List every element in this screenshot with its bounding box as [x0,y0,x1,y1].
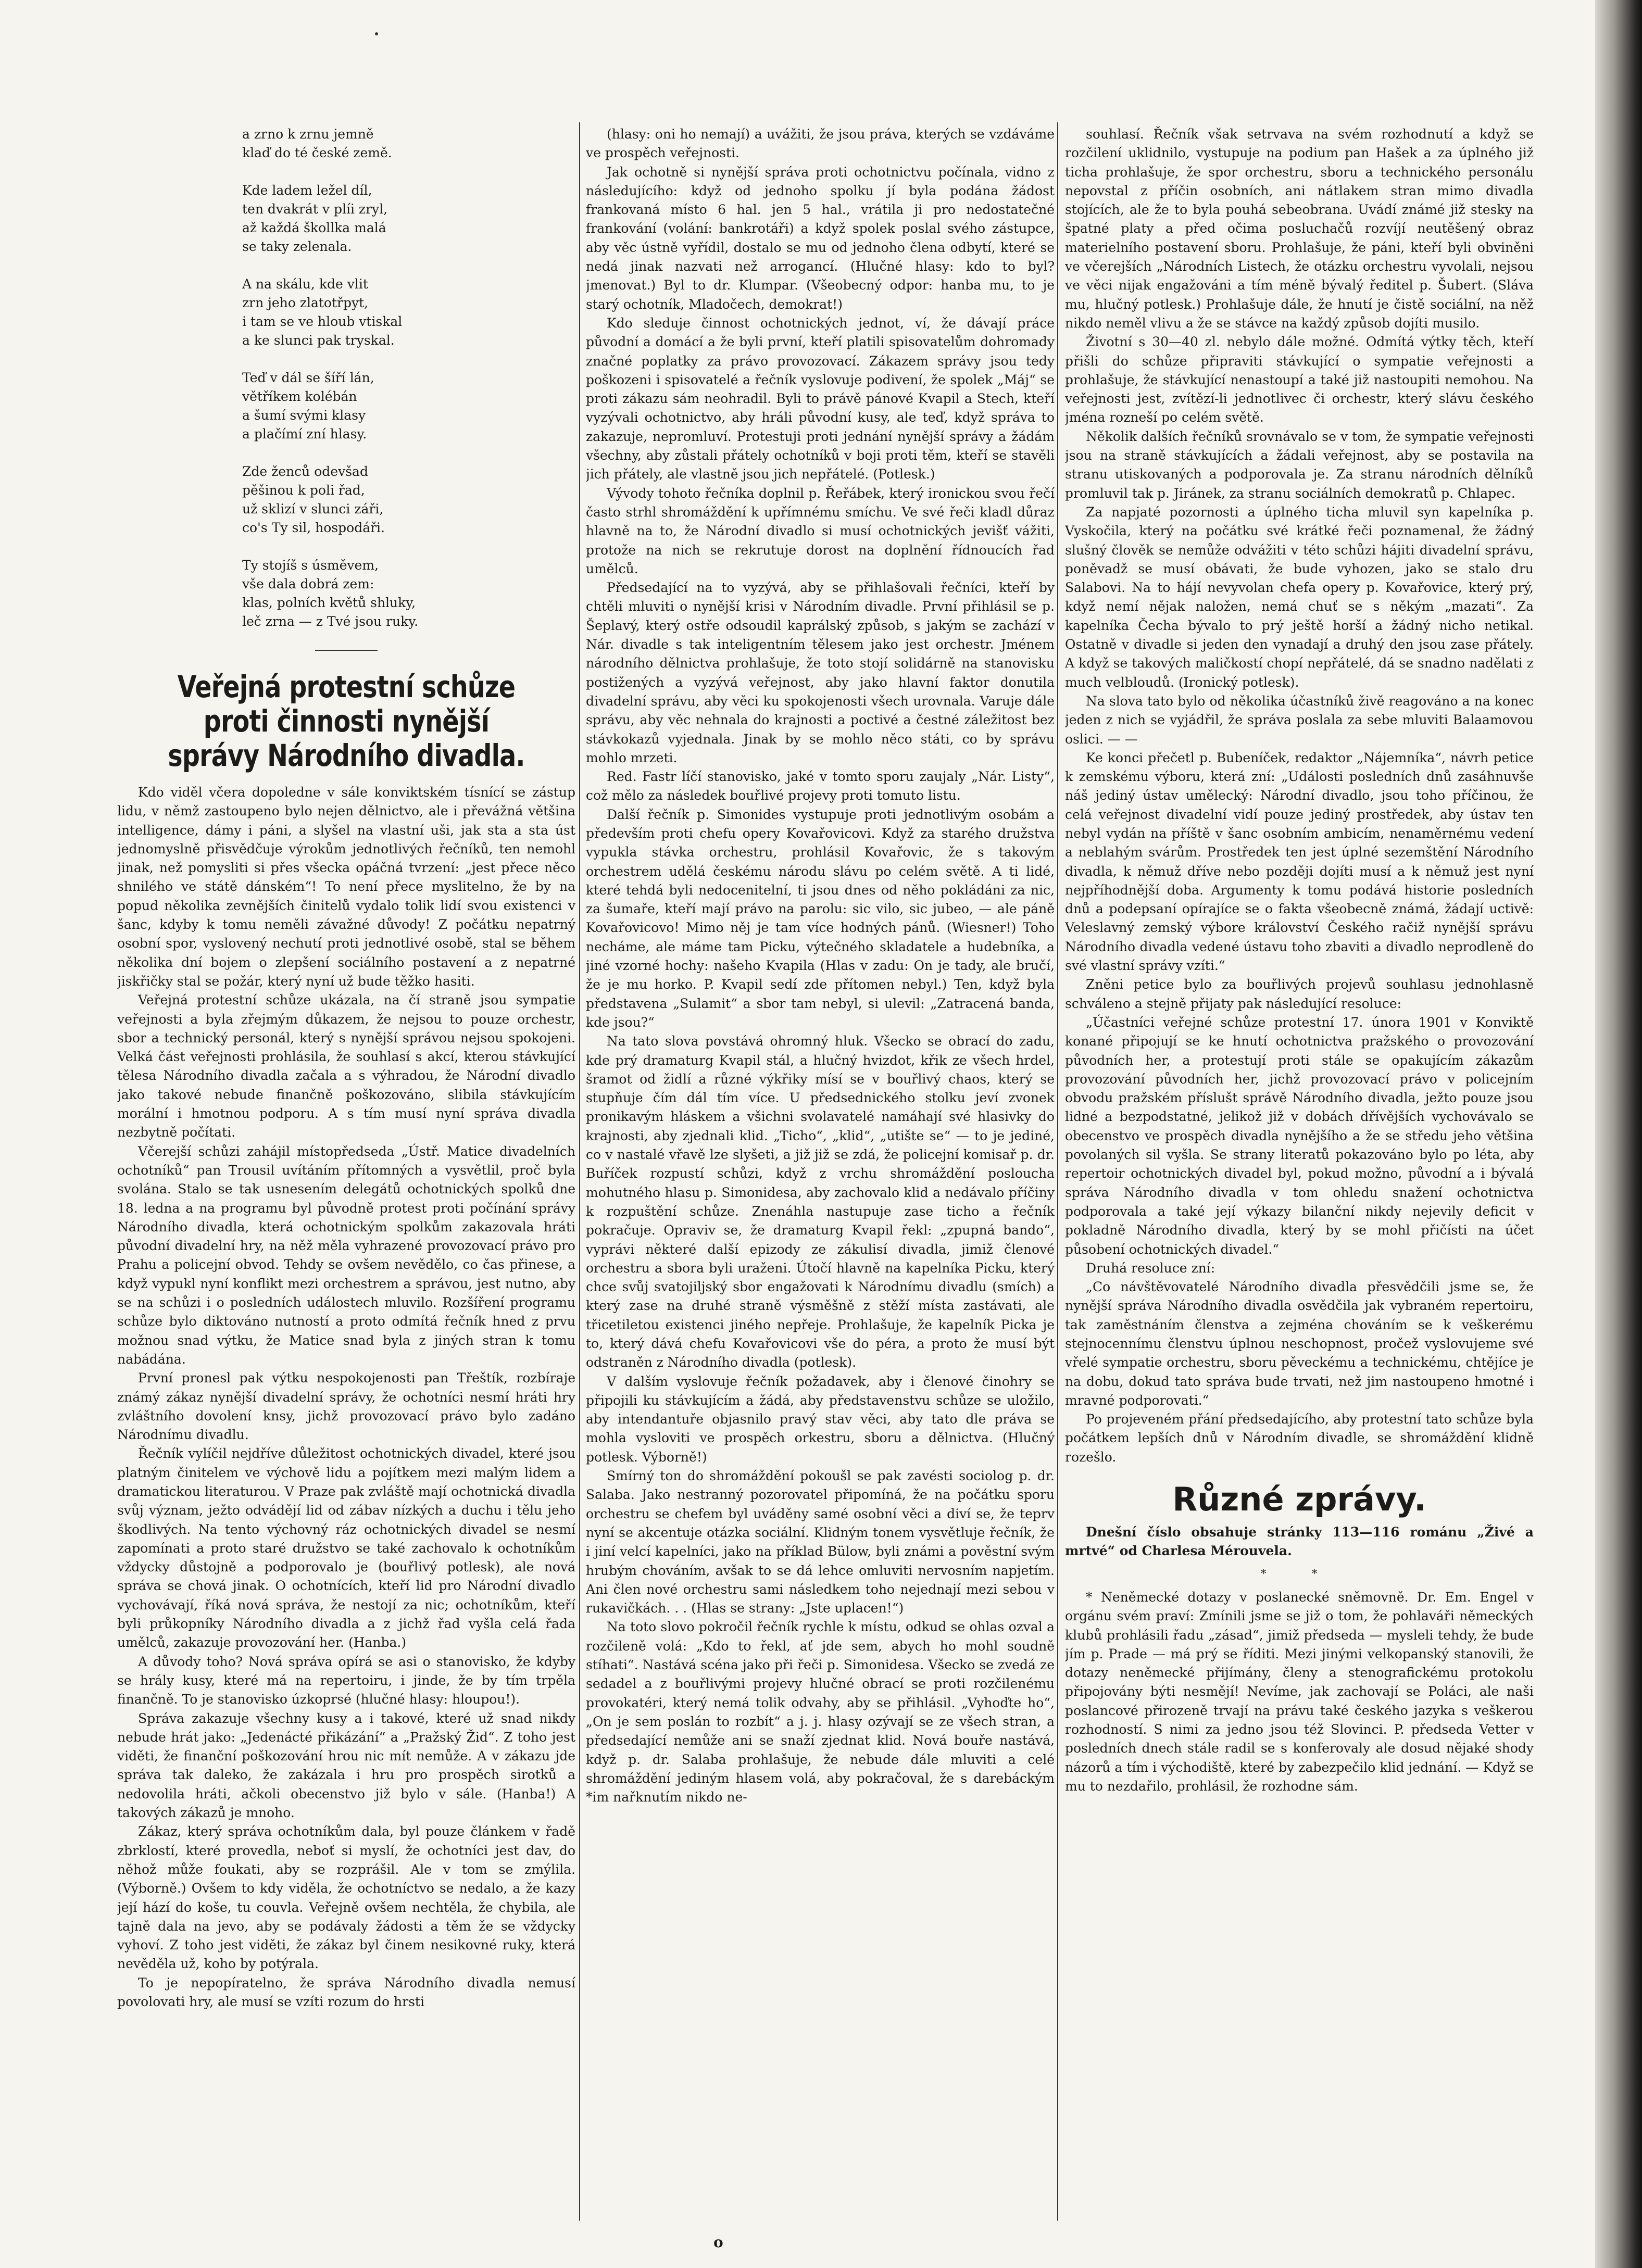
poem-stanza [242,462,575,537]
column-rule [1057,122,1058,2221]
paragraph: Řečník vylíčil nejdříve důležitost ochotnických divadel, které jsou platným činitelem ve výchově lidu a pojítkem mezi malým lidem a dramatickou literaturou. V Praze pak zvláště mají ochotnická divadla svůj význam, ježto odvádějí lid od zábav nízkých a duchu i tělu jeho škodlivých. Na tento výchovný ráz ochotnických divadel se nesmí zapomínati a proto staré družstvo se také zachovalo k ochotníkům vždycky důstojně a podporovalo je (bouřlivý potlesk), ale nová správa se chová jinak. O ochotnících, kteří lid pro Národní divadlo vychovávají, říká nová správa, že nestojí za nic; ochotníkům, kteří byli průkopníky Národního divadla a z jichž řad vyšla celá řada umělců, zakazuje provozování her. (Hanba.) [117,1446,575,1650]
paragraph: Za napjaté pozornosti a úplného ticha mluvil syn kapelníka p. Vyskočila, který na počátku své krátké řeči poznamenal, že žádný slušný člověk se nemůže odvážiti v této schůzi hájiti divadelní správu, poněvadž se musí obávati, že bude vyhozen, jako se stalo dru Salabovi. Na to hájí nevyvolan chefa opery p. Kovařovice, který prý, když nemí nějak naložen, nemá chuť se s někým „mazati“. Za kapelníka Čecha bývalo to prý ještě horší a žádný nicho netikal. Ostatně v divadle si jeden den vynadají a druhý den jsou zase přátely. A když se takových maličkostí chopí nepřátelé, dá se snadno nadělati z much velbloudů. (Ironický potlesk). [1065,504,1534,690]
article-conclusion [1065,125,1534,1467]
paragraph: Na slova tato bylo od několika účastníků živě reagováno a na konec jeden z nich se vyjádřil, že správa poslala za sebe mluviti Balaamovou oslici. — — [1065,693,1534,747]
ornament-stars: * * [1260,1567,1338,1581]
poem-line: až každá škollka malá [242,220,386,235]
section-heading: Různé zprávy. [1172,1480,1426,1519]
poem-line: už sklizí v slunci záři, [242,501,384,516]
column-1 [117,125,575,2208]
paragraph: souhlasí. Řečník však setrvava na svém rozhodnutí a když se rozčilení uklidnilo, vystupuje na podium pan Hašek a za úplného již ticha prohlašuje, že spor orchestru, sboru a technického personálu nepovstal z příčin osobních, ani nátlakem stran mimo divadla stojících, ale že to byla pouhá sebeobrana. Uvádí známé již stesky na špatné platy a před očima posluchačů rozvíjí neutěšený obraz materielního postavení sboru. Prohlašuje, že páni, kteří byli obviněni ve včerejších „Národních Listech, že otázku orchestru vyvolali, nejsou ve věci nijak engažováni a tím méně bývalý ředitel p. Šubert. (Sláva mu, hlučný potlesk.) Prohlašuje dále, že hnutí je čistě sociální, na něž nikdo neměl vlivu a že se stávce na každý způsob dojíti musilo. [1065,127,1534,331]
poem-line: Kde ladem ležel díl, [242,183,372,198]
paragraph: Smírný ton do shromáždění pokoušl se pak zavésti sociolog p. dr. Salaba. Jako nestranný pozorovatel připomíná, že na počátku sporu orchestru se chefem byl uváděny samé osobní věci a diví se, že teprv nyní se akcentuje otázka sociální. Klidným tonem vysvětluje řečník, že i jiní velcí kapelníci, jako na příklad Bülow, byli známi a pověstní svým hrubým chováním, avšak to se dá lehce omluviti nervosním napjetím. Ani člen nové orchestru sami následkem toho nejednají mezi sebou v rukavičkách. . . (Hlas se strany: „Jste uplacen!“) [586,1468,1055,1616]
paragraph: Veřejná protestní schůze ukázala, na čí straně jsou sympatie veřejnosti a byla zřejmým důkazem, že nejsou to pouze orchestr, sbor a technický personál, který s nynější správou nejsou spokojeni. Velká část veřejnosti prohlásila, že souhlasí s akcí, kterou stávkující tělesa Národního divadla začala a s výhradou, že Národní divadlo jako takové nebude finančně poškozováno, slibila stávkujícím morální i hmotnou podporu. A s tím musí nyní správa divadla nezbytně počítati. [117,992,575,1140]
paragraph: „Co návštěvovatelé Národního divadla přesvědčili jsme se, že nynější správa Národního divadla osvědčila jak vybraném repertoiru, tak zaměstnáním členstva a zejména chováním se k veškerému stejnocennímu členstvu úplnou neschopnost, pročež vyslovujeme své vřelé sympatie orchestru, sboru pěveckému a technickému, chtějíce je na dobu, dokud tato správa bude trvati, než jim nastoupeno hmotné i mravné podporovati.“ [1065,1279,1534,1408]
poem-line: a šumí svými klasy [242,408,366,423]
poem-stanza [242,125,575,162]
paragraph: Jak ochotně si nynější správa proti ochotnictvu počínala, vidno z následujícího: když od jednoho spolku jí byla podána žádost frankovaná místo 6 hal. jen 5 hal., vrátila ji pro nedostatečné frankování (volání: bankrotáři) a když spolek poslal svého zástupce, aby věc ústně vyřídil, dostalo se mu od jednoho člena odbytí, které se nedá jinak nazvati než arrogancí. (Hlučné hlasy: kdo to byl? jmenovat.) Byl to dr. Klumpar. (Všeobecný odpor: hanba mu, to je starý ochotník, Mladočech, demokrat!) [586,164,1055,312]
paragraph: Kdo sleduje činnost ochotnických jednot, ví, že dávají práce původní a domácí a že byli první, kteří platili spisovatelům dohromady značné poplatky za právo provozovací. Zákazem správy jsou tedy poškozeni i spisovatelé a řečník vyslovuje podivení, že spolek „Máj“ se proti zákazu sám neohradil. Byli to právě pánové Kvapil a Stech, kteří vyzývali ochotnictvo, aby hráli původní kusy, ale teď, když správa to zakazuje, nepromluví. Protestuji proti jednání nynější správy a žádám všechny, aby zůstali přátely ochotníků v boji proti těm, kteří se stavěli jich přátely, ale vlastně jsou jich nepřátelé. (Potlesk.) [586,315,1055,482]
poem-stanza [242,275,575,350]
paragraph: (hlasy: oni ho nemají) a uvážiti, že jsou práva, kterých se vzdáváme ve prospěch veřejnosti. [586,127,1055,161]
paragraph: Red. Fastr líčí stanovisko, jaké v tomto sporu zaujaly „Nár. Listy“, což mělo za následek bouřlivé projevy proti tomuto listu. [586,769,1055,803]
poem-line: pěšinou k poli řad, [242,483,365,498]
paragraph: Zněni petice bylo za bouřlivých projevů souhlasu jednohlasně schváleno a stejně přijaty pak následující resoluce: [1065,977,1534,1011]
page-binding-edge [1595,0,1642,2268]
paragraph: Několik dalších řečníků srovnávalo se v tom, že sympatie veřejnosti jsou na straně stávkujících a žádali veřejnost, aby se postavila na stranu utiskovaných a podporovala je. Za stranu národních dělníků promluvil tak p. Jiránek, za stranu sociálních demokratů p. Chlapec. [1065,429,1534,501]
paragraph: Včerejší schůzi zahájil místopředseda „Ústř. Matice divadelních ochotníků“ pan Trousil uvítáním přítomných a vysvětlil, proč byla svolána. Stalo se tak usnesením delegátů ochotnických spolků dne 18. ledna a na programu byl původně protest proti počínání správy Národního divadla, která ochotnickým spolkům zakazovala hráti původní divadelní hry, na něž měla vyhrazené provozovací právo pro Prahu a policejní obvod. Tehdy se ovšem nevědělo, co čas přinese, a když vypukl nyní konflikt mezi orchestrem a správou, jest nutno, aby se na schůzi i o posledních událostech mluvilo. Rozšíření programu schůze bylo diktováno nutností a proto odmítá řečník hned z prvu možnou snad výtku, že Matice snad byla z jiných stran k tomu nabádána. [117,1143,575,1367]
poem-stanza [242,556,575,631]
poem-line: klas, polních květů shluky, [242,595,416,610]
poem-line: Zde ženců odevšad [242,464,368,479]
column-2 [586,125,1055,2218]
article-body [117,783,575,2011]
news-item: * Neněmecké dotazy v poslanecké sněmovně. Dr. Em. Engel v orgánu svém praví: Zmínili jsme se již o tom, že pohlaváři německých klubů prohlásili řadu „zásad“, jimiž předseda — mysleli tehdy, že bude jím p. Prade — má prý se říditi. Mezi jinými velkopanský stanovili, že dotazy neněmecké přijímány, členy a stenografickému protokolu připojovány býti nesmějí! Nevíme, jak zachovají se Poláci, ale naši poslancové přirozeně trvají na právu také českého jazyka s veškerou rozhodností. S nimi za jedno jsou též Slovinci. P. předseda Vetter v posledních dnech stále radil se s konferovaly ale dosud nějaké shody názorů a tím i východiště, které by zabezpečilo klid jednání. — Když se mu to nezdařilo, prohlásil, že rozhodne sám. [1065,1589,1534,1794]
news-items [1065,1588,1534,1796]
paragraph: Po projeveném přání předsedajícího, aby protestní tato schůze byla počátkem lepších dnů v Národním divadle, se shromáždění klidně rozešlo. [1065,1412,1534,1465]
article-headline: Veřejná protestní schůze proti činnosti nynější správy Národního divadla. [168,669,525,773]
paragraph: Druhá resoluce zní: [1086,1260,1215,1276]
poem-line: ten dvakrát v plíi zryl, [242,201,388,217]
paragraph: Správa zakazuje všechny kusy a i takové, které už snad nikdy nebude hrát jako: „Jedenácté přikázání“ a „Pražský Žid“. Z toho jest viděti, že finanční poškozování hrou nic mít nemůže. A v zákazu jde správa tak daleko, že zakázala i hru pro prospěch sirotků a nedovolila hráti, ačkoli obecenstvo již bylo v sále. (Hanba!) A takových zákazů je mnoho. [117,1710,575,1821]
poem-line: vše dala dobrá zem: [242,576,374,591]
paragraph: V dalším vyslovuje řečník požadavek, aby i členové činohry se připojili ku stávkujícím a žádá, aby představenstvu schůze se uložilo, aby intendantuře objasnilo pravý stav věci, aby tato dle práva se mohla vysloviti ve prospěch orkestru, sboru a dělnictva. (Hlučný potlesk. Výborně!) [586,1374,1055,1465]
paragraph: „Účastníci veřejné schůze protestní 17. února 1901 v Konviktě konané připojují se ke hnutí ochotnictva pražského o provozování původních her, a protestují proti stále se opakujícím zákazům provozování původních her, jichž provozovací právo v policejním obvodu pražském příslušt správě Národního divadla, ježto pouze jsou lidné a bezpodstatné, jelikož již v dobách dřívějších vychovávalo se obecenstvo ve prospěch divadla nynějšího a že se středu jeho většina povolaných sil vyšla. Se strany literatů pokazováno bylo po léta, aby repertoir ochotnických divadel byl, pokud možno, původní a i bývalá správa Národního divadla v tom ohledu snažení ochotnictva podporovala a také její výkazy bilanční nikdy nejevily deficit v pokladně Národního divadla, který by se mohl přičísti na účet působení ochotnických divadel.“ [1065,1014,1534,1257]
paragraph: Na tato slova povstává ohromný hluk. Všecko se obrací do zadu, kde prý dramaturg Kvapil stál, a hlučný hvizdot, křik ze všech hrdel, šramot od židlí a různé výkřiky mísí se v bouřlivý chaos, který se stupňuje čím dál tím více. U předsednického stolku jeví zvonek pronikavým hláskem a všichni svolavatelé namáhají své hlasivky do krajnosti, aby zjednali klid. „Ticho“, „klid“, „utište se“ — to je jediné, co v nastalé vřavě lze slyšeti, a již již se zdá, že policejní komisař p. dr. Buříček rozpustí schůzi, když z vrchu shromáždění posloucha mohutného hlasu p. Simonidesa, aby zachovalo klid a nedávalo příčiny k rozpuštění schůze. Znenáhla nastupuje zase ticho a řečník pokračuje. Opraviv se, že dramaturg Kvapil řekl: „zpupná bando“, vyprávi některé další epizody ze zákulisí divadla, jimiž členové orchestru a sbora byli uraženi. Útočí hlavně na kapelníka Picku, který chce svůj svatojiljský sbor engažovati k Národnímu divadlu (smích) a který zase na druhé straně výsměšně z stěží místa zastávati, ale třicetiletou existenci jiného nepřeje. Prohlašuje, že kapelník Picka je to, který dává chefu Kovařovicovi vše do péra, a proto že musí být odstraněn z Národního divadla (potlesk). [586,1034,1055,1370]
poem-line: se taky zelenala. [242,239,352,254]
column-3 [1065,125,1534,2218]
poem-line: klaď do té české země. [242,145,392,160]
supplement-notice: Dnešní číslo obsahuje stránky 113—116 románu „Živé a mrtvé“ od Charlesa Mérouvela. [1065,1524,1534,1559]
paragraph: První pronesl pak výtku nespokojenosti pan Třeštík, rozbíraje známý zákaz nynější divadelní správy, že ochotníci nesmí hráti hry zvláštního dovolení knsy, jichž provozovací právo bylo zadáno Národnímu divadlu. [117,1370,575,1443]
paragraph: Předsedající na to vyzývá, aby se přihlašovali řečníci, kteří by chtěli mluviti o nynější krisi v Národním divadle. První přihlásil se p. Šeplavý, který ostře odsoudil kaprálský způsob, s jakým se zachází v Nár. divadle s tak inteligentním tělesem jako jest orchestr. Jménem národního dělnictva prohlašuje, že toto stojí solidárně na stanovisku postižených a vyzývá veřejnost, aby jako hlavní faktor donutila divadelní správu, aby věci ku spokojenosti všech urovnala. Varuje dále správu, aby věc nehnala do krajnosti a poctivé a čestné záležitost bez stávkokazů vyjednala. Jinak by se mohlo něco státi, co by správu mohlo mrzeti. [586,580,1055,765]
poem-line: a ke slunci pak tryskal. [242,333,395,348]
poem-line: A na skálu, kde vlit [242,276,368,292]
paragraph: Vývody tohoto řečníka doplnil p. Řeřábek, který ironickou svou řečí často strhl shromáždění k upřímnému smíchu. Ve své řeči kladl důraz hlavně na to, že Národní divadlo si musí ochotnických jevišť vážiti, protože na nich se rekrutuje dorost na doplnění řídnoucích řad umělců. [586,485,1055,576]
poem-line: a zrno k zrnu jemně [242,127,374,142]
poem-stanza [242,181,575,256]
poem-line: zrn jeho zlatotřpyt, [242,295,369,310]
paragraph: Kdo viděl včera dopoledne v sále konviktském tísnící se zástup lidu, v němž zastoupeno bylo nejen dělnictvo, ale i převážná většina intelligence, dámy i páni, a slyšel na vlastní uši, jak sta a sta úst jednomyslně přisvědčuje výrokům jednotlivých řečníků, ten nemohl jinak, než pomysliti si přes všecka opáčná tvrzení: „jest přece něco shnilého ve státě dánském“! To není přece myslitelno, že by na popud několika zevnějších činitelů vydalo tolik lidí svou existenci v šanc, kdyby k tomu neměli závažné důvody! Z počátku nepatrný osobní spor, vyslovený nechutí proti jednotlivé osobě, stal se během několika dní bojem o zlepšení sociálního postavení a z nepatrné jiskřičky stal se požár, který nyní už bude těžko hasiti. [117,785,575,989]
poem-line: co's Ty sil, hospodáři. [242,520,385,535]
paragraph: To je nepopíratelno, že správa Národního divadla nemusí povolovati hry, ale musí se vzíti rozum do hrsti [117,1975,575,2009]
paragraph: Na toto slovo pokročil řečník rychle k místu, odkud se ohlas ozval a rozčileně volá: „Kdo to řekl, ať jde sem, abych ho mohl soudně stíhati“. Nastává scéna jako při řeči p. Simonidesa. Všecko se zvedá ze sedadel a z bouřlivými projevy hlučné obrací se proti rozčilenému provokatéri, který nemá tolik odvahy, aby se přihlásil. „Vyhoďte ho“, „On je sem poslán to rozbít“ a j. j. hlasy ozývají se ze všech stran, a předsedající nemůže ani se snaží zjednat klid. Nová bouře nastává, když p. dr. Salaba prohlašuje, že nebude dále mluviti a celé shromáždění jediným hlasem volá, aby pokračoval, že s darebáckým *im nařknutím nikdo ne- [586,1619,1055,1805]
poem-line: leč zrna — z Tvé jsou ruky. [242,614,419,629]
print-speck [375,32,378,35]
poem-line: i tam se ve hloub vtiskal [242,314,403,329]
poem-line: Teď v dál se šíří lán, [242,370,374,385]
poem [242,125,575,631]
poem-line: větříkem kolébán [242,389,357,404]
paragraph: Ke konci přečetl p. Bubeníček, redaktor „Nájemníka“, návrh petice k zemskému výboru, která zní: „Události posledních dnů zasáhnuvše náš jediný ústav umělecký: Národní divadlo, jsou toho příčinou, že celá veřejnost divadelní vidí pouze jediný prostředek, aby ústav ten nebyl vydán na příště v šanc osobním ambicím, nenaměrnému vedení a neblahým svárům. Prostředek ten jest úplné sezemštění Národního divadla, k němuž dříve nebo později dojíti musí a k němuž jest nyní nejpříhodnější doba. Argumenty k tomu podává historie posledních dnů a podepsaní opírajíce se o fakta všeobecně známá, žádají uctivě: Veleslavný zemský výbore království Českého račiž nynější správu Národního divadla vedené ústavu toho zbaviti a divadlo neprodleně do své vlastní správy vzíti.“ [1065,750,1534,974]
poem-line: Ty stojíš s úsměvem, [242,558,379,573]
paragraph: Další řečník p. Simonides vystupuje proti jednotlivým osobám a především proti chefu opery Kovařovicovi. Když za starého družstva vypukla stávka orchestru, prohlásil Kovařovic, že s takovým orchestrem udělá českému národu slávu po celém světě. A ti lidé, které tehdá byli nedocenitelní, ti jsou dnes od něho pokládáni za nic, za šumaře, kteří mají právo na parolu: sic vilo, sic jubeo, — ale páně Kovařovicovo! Mimo něj je tam více hodných pánů. (Wiesner!) Toho necháme, ale máme tam Picku, výtečného skladatele a hudebníka, a jiné vzorné hochy: našeho Kvapila (Hlas v zadu: On je tady, ale bručí, že je mu horko. P. Kvapil sedí zde přítomen nebyl.) Ten, když byla představena „Sulamit“ a sbor tam nebyl, si ulevil: „Zatracená banda, kde jsou?“ [586,807,1055,1030]
poem-line: a plačímí zní hlasy. [242,426,367,442]
poem-stanza [242,369,575,444]
paragraph: Životní s 30—40 zl. nebylo dále možné. Odmítá výtky těch, kteří přišli do schůze připraviti stávkující o sympatie veřejnosti a prohlašuje, že stávkující nenastoupí a také již nastoupiti nemohou. Na veřejnosti jest, zvítězí-li jednotlivec či orchestr, který slávu českého jména rozneší po celém světě. [1065,334,1534,425]
page-mark: o [713,2234,723,2251]
poem-end-rule [315,650,378,651]
column-rule [579,122,580,2221]
paragraph: Zákaz, který správa ochotníkům dala, byl pouze článkem v řadě zbrklostí, které provedla, neboť si myslí, že ochotníci jest dav, do něhož může foukati, aby se rozprášil. Ale v tom se zmýlila. (Výborně.) Ovšem to kdy viděla, že ochotníctvo se nedalo, a že kazy její hází do koše, tu couvla. Veřejně ovšem nechtěla, že chybila, ale tajně dala na jevo, aby se podávaly žádosti a těm že se vždycky vyhoví. Z toho jest viděti, že zákaz byl činem nesikovné ruky, která nevěděla už, koho by potýrala. [117,1824,575,1972]
article-continuation [586,125,1055,1807]
paragraph: A důvody toho? Nová správa opírá se asi o stanovisko, že kdyby se hrály kusy, které má na repertoiru, i jinde, že by tím trpěla finančně. To je stanovisko úzkoprsé (hlučné hlasy: hloupou!). [117,1654,575,1707]
